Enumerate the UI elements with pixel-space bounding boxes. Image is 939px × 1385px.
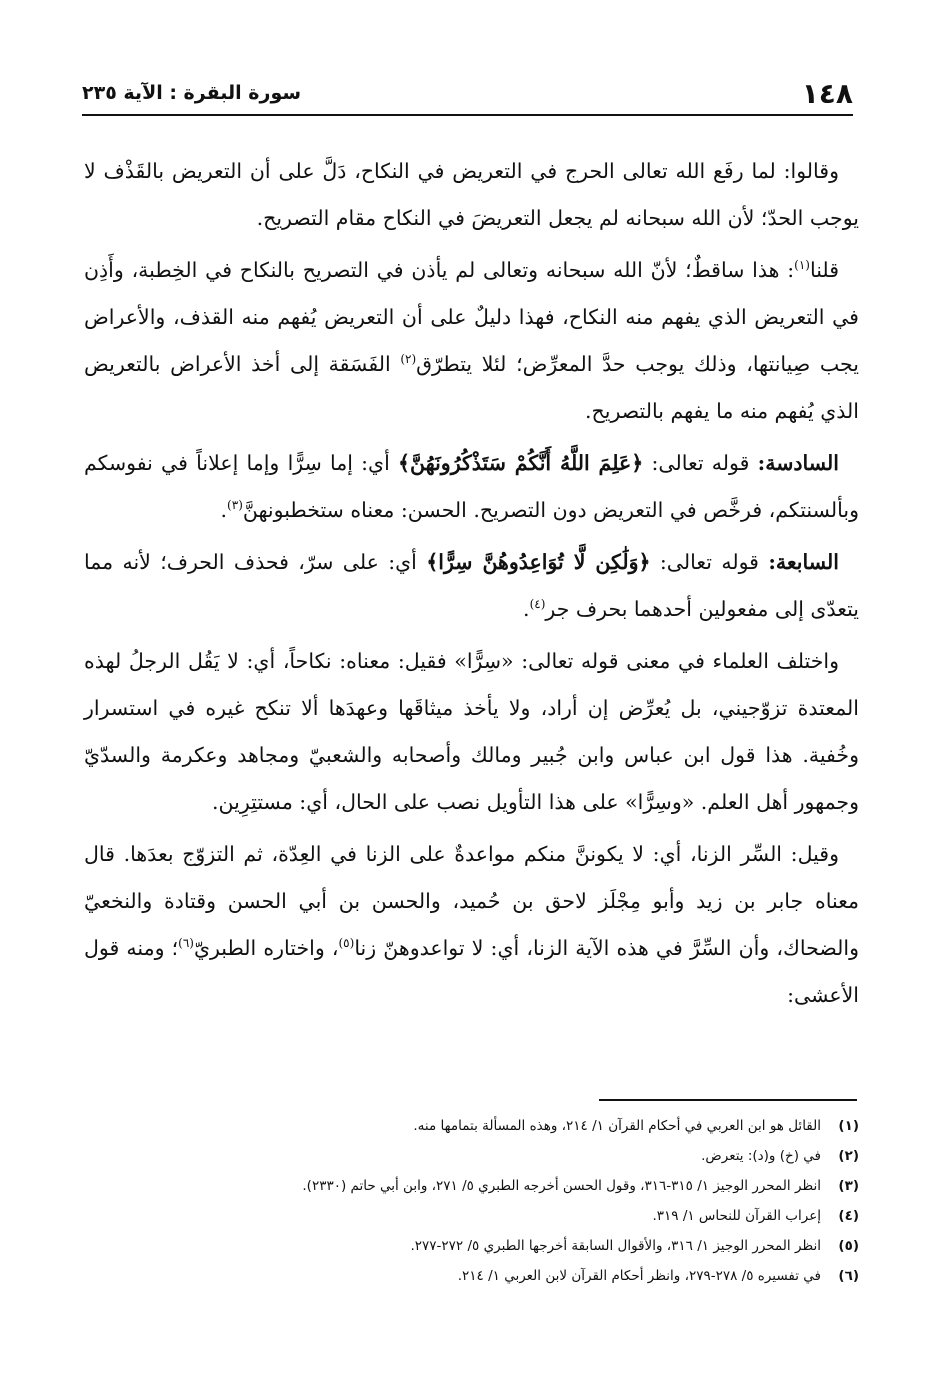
footnote-divider: [599, 1099, 857, 1101]
footnote-number: (٦): [838, 1268, 859, 1284]
paragraph-text: وقالوا: لما رفَع الله تعالى الحرج في التعريض في النكاح، دَلَّ على أن التعريض بالقَذْف لا يوجب الحدّ؛ لأن الله سبحانه لم يجعل التعريضَ في النكاح مقام التصريح.: [84, 159, 859, 230]
paragraph-2: [84, 247, 859, 435]
paragraph-4: [84, 539, 859, 633]
footnote-ref[interactable]: (٣): [227, 498, 243, 513]
paragraph-text: الفَسَقة إلى أخذ الأعراض بالتعريض الذي يُفهم منه ما يفهم بالتصريح.: [84, 352, 859, 423]
paragraph-text: قوله تعالى:: [650, 550, 769, 574]
paragraph-text: قلنا: [809, 258, 839, 282]
paragraph-5: [84, 638, 859, 826]
footnote-number: (٣): [838, 1178, 859, 1194]
running-title: سورة البقرة : الآية ٢٣٥: [82, 82, 302, 104]
footnote-number: (٥): [838, 1238, 859, 1254]
footnote: [84, 1261, 859, 1291]
page-number: ١٤٨: [801, 76, 853, 110]
paragraph-text: ؛ ومنه قول الأعشى:: [84, 936, 859, 1007]
footnote-text: انظر المحرر الوجيز ١/ ٣١٦، والأقوال السابقة أخرجها الطبري ٥/ ٢٧٢-٢٧٧.: [410, 1238, 821, 1254]
page-header: [82, 76, 853, 110]
footnote: [84, 1111, 859, 1141]
footnote: [84, 1231, 859, 1261]
paragraph-text: .: [523, 597, 530, 621]
paragraph-text: واختلف العلماء في معنى قوله تعالى: «سِرًّا» فقيل: معناه: نكاحاً، أي: لا يَقُل الرجلُ لهذه المعتدة تزوّجيني، بل يُعرِّض إن أراد، ولا يأخذ ميثاقَها وعهدَها ألا تنكح غيره في استسرار وخُفية. هذا قول ابن عباس وابن جُبير ومالك وأصحابه والشعبيّ ومجاهد وعكرمة والسدّيّ وجمهور أهل العلم. «وسِرًّا» على هذا التأويل نصب على الحال، أي: مستتِرِين.: [84, 649, 859, 814]
footnote-text: في (خ) و(د): يتعرض.: [701, 1148, 821, 1164]
section-lead: السادسة:: [757, 451, 839, 475]
footnote-text: انظر المحرر الوجيز ١/ ٣١٥-٣١٦، وقول الحسن أخرجه الطبري ٥/ ٢٧١، وابن أبي حاتم (٢٣٣٠).: [302, 1178, 821, 1194]
paragraph-1: [84, 148, 859, 242]
footnote-ref[interactable]: (٤): [529, 597, 546, 612]
footnote: [84, 1201, 859, 1231]
section-lead: السابعة:: [768, 550, 839, 574]
footnote: [84, 1171, 859, 1201]
footnote-ref[interactable]: (١): [794, 258, 810, 273]
footnote-number: (٤): [838, 1208, 859, 1224]
footnote-number: (١): [838, 1118, 859, 1134]
paragraph-text: وقيل: السِّر الزنا، أي: لا يكوننَّ منكم مواعدةٌ على الزنا في العِدّة، ثم التزوّج بعدَها. قال معناه جابر بن زيد وأبو مِجْلَز لاحق بن حُميد، والحسن بن أبي الحسن وقتادة والنخعيّ والضحاك، وأن السِّرَّ في هذه الآية الزنا، أي: لا تواعدوهنّ زنا: [84, 842, 860, 960]
paragraph-6: [84, 831, 859, 1019]
footnotes: [84, 1111, 859, 1291]
footnote: [84, 1141, 859, 1171]
footnote-ref[interactable]: (٦): [178, 936, 194, 951]
paragraph-text: أي: على سرّ، فحذف الحرف؛ لأنه مما يتعدّى إلى مفعولين أحدهما بحرف جر: [84, 550, 859, 621]
paragraph-text: : هذا ساقطٌ؛ لأنّ الله سبحانه وتعالى لم يأذن في التصريح بالنكاح في الخِطبة، وأَذِن في التعريض الذي يفهم منه النكاح، فهذا دليلٌ على أن التعريض يُفهم منه القذف، والأعراض يجب صِيانتها، وذلك يوجب حدَّ المعرِّض؛ لئلا يتطرّق: [84, 258, 859, 376]
main-text: [84, 148, 859, 1024]
footnote-number: (٢): [838, 1148, 859, 1164]
quran-verse: ﴿وَلَٰكِن لَّا تُوَاعِدُوهُنَّ سِرًّا﴾: [426, 550, 651, 574]
footnote-text: في تفسيره ٥/ ٢٧٨-٢٧٩، وانظر أحكام القرآن لابن العربي ١/ ٢١٤.: [457, 1268, 821, 1284]
paragraph-text: ، واختاره الطبريّ: [193, 936, 339, 960]
paragraph-text: .: [220, 498, 228, 522]
quran-verse: ﴿عَلِمَ اللَّهُ أَنَّكُمْ سَتَذْكُرُونَهُنَّ﴾: [398, 451, 644, 475]
footnote-text: القائل هو ابن العربي في أحكام القرآن ١/ ٢١٤، وهذه المسألة بتمامها منه.: [413, 1118, 821, 1134]
footnote-ref[interactable]: (٢): [400, 352, 417, 367]
footnote-text: إعراب القرآن للنحاس ١/ ٣١٩.: [652, 1208, 821, 1224]
paragraph-3: [84, 440, 859, 534]
footnote-ref[interactable]: (٥): [338, 936, 355, 951]
paragraph-text: قوله تعالى:: [643, 451, 758, 475]
header-divider: [82, 114, 853, 116]
paragraph-text: أي: إما سِرًّا وإما إعلاناً في نفوسكم وبألسنتكم، فرخَّص في التعريض دون التصريح. الحسن: معناه ستخطبونهنَّ: [84, 451, 859, 522]
